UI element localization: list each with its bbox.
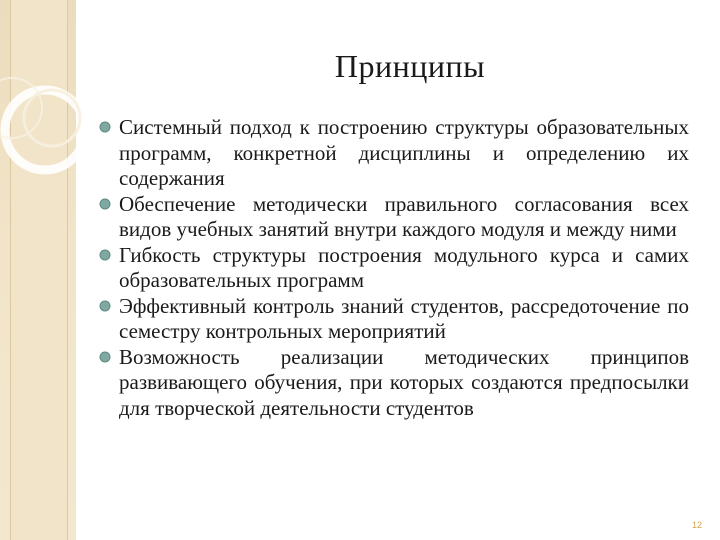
circle-bullet-icon bbox=[99, 351, 111, 363]
bullet-item bbox=[96, 115, 689, 192]
bullet-item bbox=[96, 243, 689, 294]
circle-bullet-icon bbox=[99, 198, 111, 210]
bullet-item bbox=[96, 345, 689, 422]
bullet-text: Системный подход к построению структуры образовательных программ, конкретной дисциплины и определению их содержания bbox=[119, 115, 689, 190]
bullet-text: Эффективный контроль знаний студентов, рассредоточение по семестру контрольных мероприятий bbox=[119, 293, 689, 343]
bullet-text: Гибкость структуры построения модульного курса и самих образовательных программ bbox=[119, 242, 689, 292]
circle-bullet-icon bbox=[99, 121, 111, 133]
bullet-text: Возможность реализации методических принципов развивающего обучения, при которых создаются предпосылки для творческой деятельности студентов bbox=[119, 344, 689, 420]
bullet-item bbox=[96, 192, 689, 243]
slide-title: Принципы bbox=[334, 48, 486, 84]
bullet-list bbox=[96, 115, 689, 421]
inner-ring-icon bbox=[24, 90, 80, 146]
slide-number: 12 bbox=[691, 520, 702, 530]
bullet-item bbox=[96, 294, 689, 345]
large-ring-icon bbox=[5, 90, 85, 170]
circle-bullet-icon bbox=[99, 249, 111, 261]
bullet-text: Обеспечение методически правильного согласования всех видов учебных занятий внутри каждого модуля и между ними bbox=[119, 191, 689, 241]
circle-bullet-icon bbox=[99, 300, 111, 312]
